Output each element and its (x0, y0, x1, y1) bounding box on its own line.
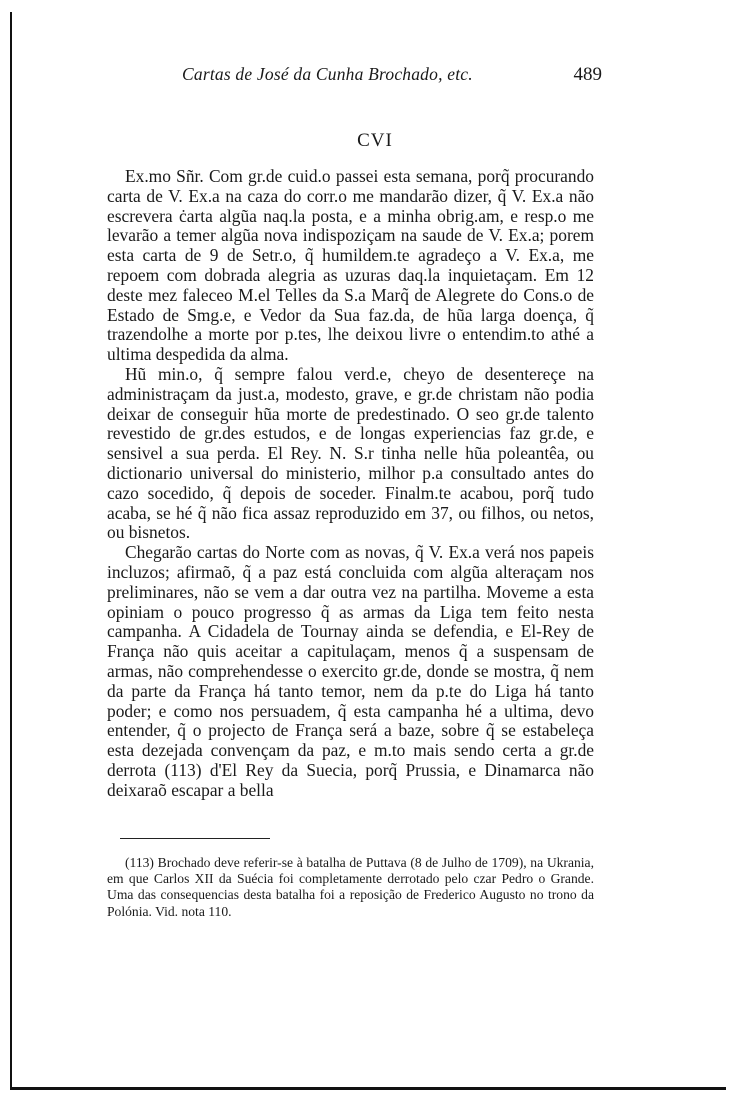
page-number: 489 (573, 64, 602, 85)
page-header (182, 64, 602, 90)
letter-body (107, 167, 594, 801)
paragraph: Chegarão cartas do Norte com as novas, q̃ V. Ex.a verá nos papeis incluzos; afirmaõ, q̃ a paz está concluida com algũa alteraçam nos preliminares, não se vem a dar outra vez na partilha. Moveme a esta opiniam o pouco progresso q̃ as armas da Liga tem feito nesta campanha. A Cidadela de Tournay ainda se defendia, e El-Rey de França não quis aceitar a capitulaçam, menos q̃ a suspensam de armas, não comprehendesse o exercito gr.de, donde se mostra, q̃ nem da parte da França há tanto temor, nem da p.te do Liga há tanto poder; e como nos persuadem, q̃ esta campanha hé a ultima, devo entender, q̃ o projecto de França será a baze, sobre q̃ se estabeleça esta dezejada convençam da paz, e m.to mais sendo certa a gr.de derrota (113) d'El Rey da Suecia, porq̃ Prussia, e Dinamarca não deixaraõ escapar a bella (107, 542, 594, 800)
footnote-divider (120, 838, 270, 839)
paragraph: Ex.mo Sñr. Com gr.de cuid.o passei esta semana, porq̃ procurando carta de V. Ex.a na caza do corr.o me mandarão dizer, q̃ V. Ex.a não escrevera ċarta algũa naq.la posta, e a minha obrig.am, e resp.o me levarão a temer algũa nova indispoziçam na saude de V. Ex.a; porem esta carta de 9 de Setr.o, q̃ humildem.te agradeço a V. Ex.a, me repoem com dobrada alegria as uzuras daq.la inquietaçam. Em 12 deste mez faleceo M.el Telles da S.a Marq̃ de Alegrete do Cons.o de Estado de Smg.e, e Vedor da Sua faz.da, de hũa larga doença, q̃ trazendolhe a morte por p.tes, lhe deixou livre o entendim.to athé a ultima despedida da alma. (107, 166, 594, 365)
footnote: (113) Brochado deve referir-se à batalha de Puttava (8 de Julho de 1709), na Ukrania, em que Carlos XII da Suécia foi completamente derrotado pelo czar Pedro o Grande. Uma das consequencias desta batalha foi a reposição de Frederico Augusto no trono da Polónia. Vid. nota 110. (107, 855, 594, 919)
document-page (10, 12, 726, 1090)
paragraph: Hũ min.o, q̃ sempre falou verd.e, cheyo de desentereçe na administraçam da just.a, modesto, grave, e gr.de christam não podia deixar de conseguir hũa morte de predestinado. O seo gr.de talento revestido de gr.des estudos, e de longas experiencias faz gr.de, e sensivel a sua perda. El Rey. N. S.r tinha nelle hũa poleantêa, ou dictionario universal do ministerio, milhor p.a consultado antes do cazo socedido, q̃ depois de soceder. Finalm.te acabou, porq̃ tudo acaba, se hé q̃ não fica assaz reproduzido em 37, ou filhos, ou netos, ou bisnetos. (107, 363, 594, 543)
running-head: Cartas de José da Cunha Brochado, etc. (182, 64, 473, 84)
letter-number: CVI (357, 130, 393, 151)
